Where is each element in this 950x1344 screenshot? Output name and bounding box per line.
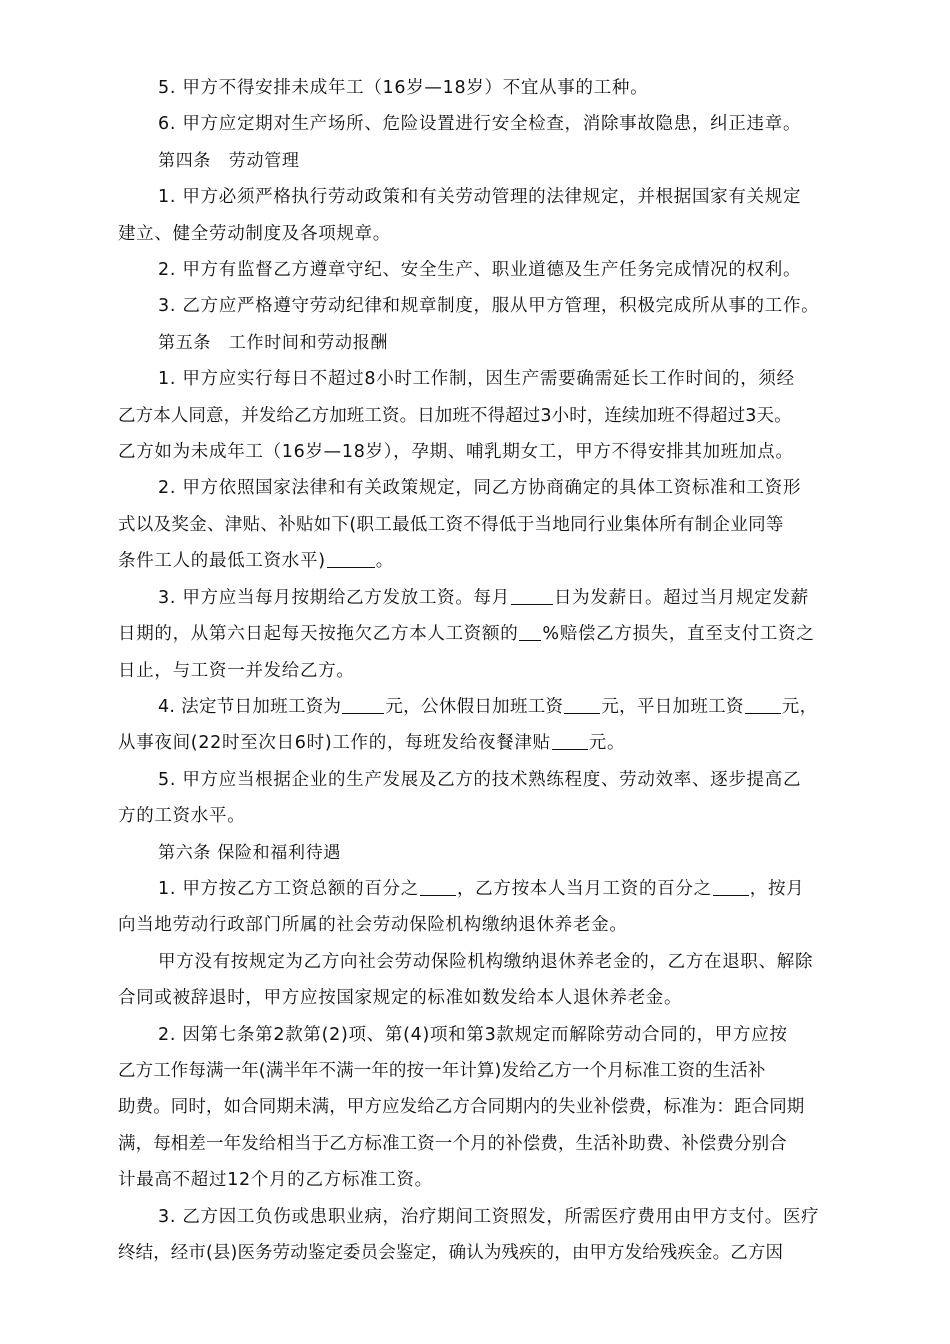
- fill-blank-arrears-percent[interactable]: [519, 622, 541, 641]
- article-4-heading: 第四条 劳动管理: [158, 150, 300, 171]
- fill-blank-weekend-overtime[interactable]: [564, 695, 600, 714]
- clause-6-2-line-1: 2. 因第七条第2款第(2)项、第(4)项和第3款规定而解除劳动合同的，甲方应按: [158, 1024, 788, 1045]
- clause-6-2-line-3: 助费。同时，如合同期未满，甲方应发给乙方合同期内的失业补偿费，标准为：距合同期: [118, 1097, 805, 1118]
- clause-5-3-line-2: 日期的，从第六日起每天按拖欠乙方本人工资额的 %赔偿乙方损失，直至支付工资之: [118, 616, 834, 652]
- fill-blank-payday[interactable]: [511, 585, 553, 604]
- clause-4-1-line-1: 1. 甲方必须严格执行劳动政策和有关劳动管理的法律规定，并根据国家有关规定: [158, 187, 802, 208]
- clause-5-5-line-1: 5. 甲方应当根据企业的生产发展及乙方的技术熟练程度、劳动效率、逐步提高乙: [158, 769, 802, 790]
- fill-blank-night-meal-allowance[interactable]: [552, 731, 588, 750]
- clause-4-3: 3. 乙方应严格遵守劳动纪律和规章制度，服从甲方管理，积极完成所从事的工作。: [158, 296, 820, 317]
- clause-5-3-line-1: 3. 甲方应当每月按期给乙方发放工资。每月 日为发薪日。超过当月规定发薪: [118, 580, 834, 616]
- clause-5-4-line-1: 4. 法定节日加班工资为 元，公休假日加班工资 元，平日加班工资 元，: [118, 689, 834, 725]
- clause-5-1-line-1: 1. 甲方应实行每日不超过8小时工作制，因生产需要确需延长工作时间的，须经: [158, 369, 795, 390]
- clause-5-3-line-3: 日止，与工资一并发给乙方。: [118, 660, 355, 681]
- fill-blank-employee-percent[interactable]: [713, 877, 749, 896]
- clause-5-2-line-2: 式以及奖金、津贴、补贴如下(职工最低工资不得低于当地同行业集体所有制企业同等: [118, 514, 784, 535]
- article-6-heading: 第六条 保险和福利待遇: [158, 842, 342, 863]
- clause-6-1-line-1: 1. 甲方按乙方工资总额的百分之 ，乙方按本人当月工资的百分之 ，按月: [118, 871, 834, 907]
- fill-blank-weekday-overtime[interactable]: [745, 695, 781, 714]
- clause-6-paragraph-line-2: 合同或被辞退时，甲方应按国家规定的标准如数发给本人退休养老金。: [118, 988, 683, 1009]
- fill-blank-holiday-overtime[interactable]: [342, 695, 384, 714]
- clause-4-2: 2. 甲方有监督乙方遵章守纪、安全生产、职业道德及生产任务完成情况的权利。: [158, 260, 802, 281]
- clause-5-5-line-2: 方的工资水平。: [118, 806, 246, 827]
- clause-6-1-line-2: 向当地劳动行政部门所属的社会劳动保险机构缴纳退休养老金。: [118, 915, 628, 936]
- clause-4-1-line-2: 建立、健全劳动制度及各项规章。: [118, 223, 391, 244]
- clause-3-5: 5. 甲方不得安排未成年工（16岁—18岁）不宜从事的工种。: [158, 78, 649, 98]
- clause-5-2-line-1: 2. 甲方依照国家法律和有关政策规定，同乙方协商确定的具体工资标准和工资形: [158, 478, 802, 499]
- clause-6-3-line-1: 3. 乙方因工负伤或患职业病，治疗期间工资照发，所需医疗费用由甲方支付。医疗: [158, 1206, 820, 1227]
- clause-5-2-line-3: 条件工人的最低工资水平) 。: [118, 543, 834, 579]
- clause-5-4-line-2: 从事夜间(22时至次日6时)工作的，每班发给夜餐津贴 元。: [118, 725, 834, 761]
- clause-5-1-line-2: 乙方本人同意，并发给乙方加班工资。日加班不得超过3小时，连续加班不得超过3天。: [118, 405, 792, 426]
- clause-6-2-line-2: 乙方工作每满一年(满半年不满一年的按一年计算)发给乙方一个月标准工资的生活补: [118, 1060, 766, 1081]
- clause-6-3-line-2: 终结，经市(县)医务劳动鉴定委员会鉴定，确认为残疾的，由甲方发给残疾金。乙方因: [118, 1243, 784, 1263]
- clause-6-paragraph-line-1: 甲方没有按规定为乙方向社会劳动保险机构缴纳退休养老金的，乙方在退职、解除: [158, 951, 814, 972]
- document-body: [118, 70, 834, 1271]
- clause-3-6: 6. 甲方应定期对生产场所、危险设置进行安全检查，消除事故隐患，纠正违章。: [158, 114, 802, 135]
- fill-blank-wage-level[interactable]: [327, 549, 375, 568]
- clause-5-1-line-3: 乙方如为未成年工（16岁—18岁），孕期、哺乳期女工，甲方不得安排其加班加点。: [118, 442, 794, 463]
- article-5-heading: 第五条 工作时间和劳动报酬: [158, 332, 389, 353]
- clause-6-2-line-5: 计最高不超过12个月的乙方标准工资。: [118, 1170, 433, 1191]
- clause-6-2-line-4: 满，每相差一年发给相当于乙方标准工资一个月的补偿费，生活补助费、补偿费分别合: [118, 1133, 787, 1154]
- fill-blank-employer-percent[interactable]: [420, 877, 456, 896]
